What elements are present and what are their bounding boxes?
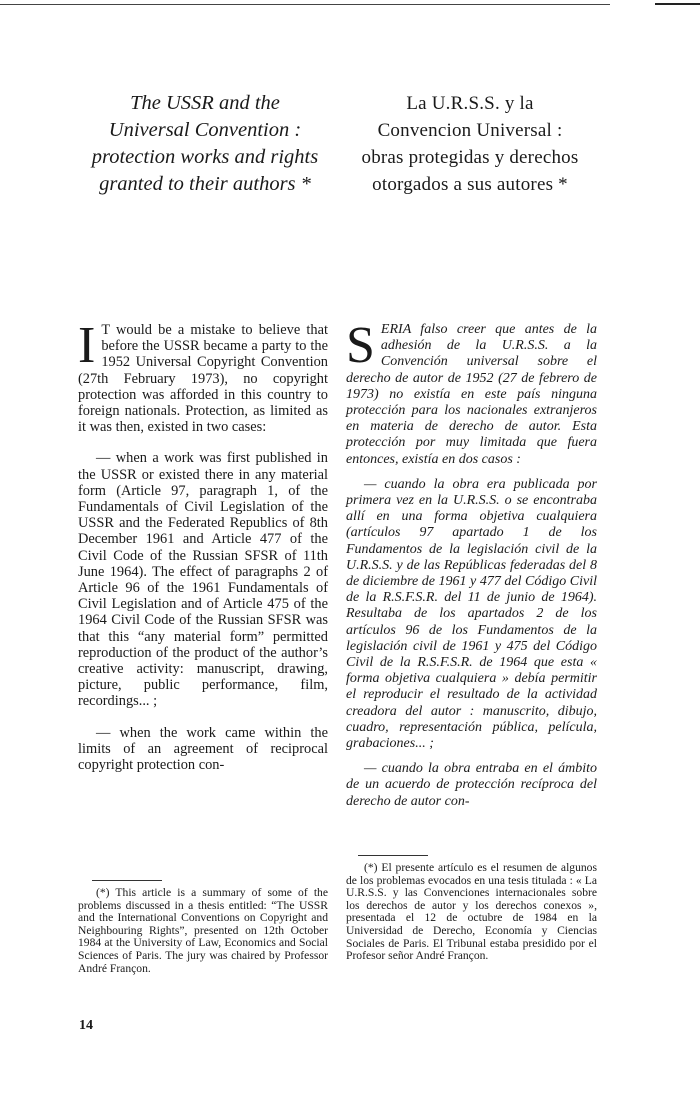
title-spanish: [350, 90, 590, 198]
drop-cap: S: [346, 317, 375, 374]
english-column: [78, 317, 328, 774]
english-paragraph-case-1: — when a work was first published in the USSR or existed there in any material form (Article 97, paragraph 1, of the Fundamentals of Civil Legislation of the USSR and the Federated Republics of 8th December 1961 and Article 477 of the Civil Code of the Russian SFSR of 11th June 1964). The effect of paragraphs 2 of Article 96 of the 1961 Fundamentals of Civil Legislation and of Article 475 of the 1964 Civil Code of the Russian SFSR was that this “any material form” permitted reproduction of the product of the author’s creative activity: manuscript, drawing, picture, public performance, film, recordings... ;: [78, 450, 328, 710]
spanish-paragraph-intro-text: ERIA falso creer que antes de la adhesión de la U.R.S.S. a la Convención universal sobre el derecho de autor de 1952 (27 de febrero de 1973) no existía en este país ninguna protección para los nacionales extranjeros en materia de derecho de autor. Esta protección por muy limitada que fuera entonces, existía en dos casos :: [346, 322, 597, 467]
title-spanish-line: Convencion Universal :: [377, 120, 563, 141]
spanish-paragraph-case-1: — cuando la obra era publicada por primera vez en la U.R.S.S. o se encontraba allí en una forma objetiva cualquiera (artículos 97 apartado 1 de los Fundamentos de la legislación civil de la U.R.S.S. y de las Repúblicas federadas del 8 de diciembre de 1961 y 477 del Código Civil de la R.S.F.S.R. del 11 de junio de 1964). Resultaba de los apartados 2 de los artículos 96 de los Fundamentos de la legislación civil de 1961 y 475 del Código Civil de la R.S.F.S.R. de 1964 que esta « forma objetiva cualquiera » debía permitir el reproducir el resultado de la actividad creadora del autor : manuscrito, dibujo, cuadro, representación pública, película, grabaciones... ;: [346, 476, 597, 752]
footnote-spanish-text: (*) El presente artículo es el resumen de algunos de los problemas evocados en una tesis titulada : « La U.R.S.S. y las Convenciones internacionales sobre los derechos de autor y los derechos conexos », presentada el 12 de octubre de 1984 en la Universidad de Derecho, Economía y Ciencias Sociales de Paris. El Tribunal estaba presidido por el Profesor señor André Françon.: [346, 861, 597, 963]
top-rule-mark: [655, 3, 700, 5]
english-paragraph-intro: [78, 317, 328, 436]
title-english-line: granted to their authors *: [99, 173, 311, 195]
footnote-rule: [358, 855, 428, 856]
page-number: 14: [79, 1018, 93, 1033]
footnote-spanish: [346, 855, 597, 963]
spanish-column: [346, 317, 597, 810]
title-english-line: Universal Convention :: [108, 119, 302, 141]
spanish-paragraph-intro: [346, 317, 597, 468]
english-paragraph-case-2: — when the work came within the limits of an agreement of reciprocal copyright protection con-: [78, 724, 328, 774]
drop-cap: I: [78, 317, 96, 374]
title-spanish-line: otorgados a sus autores *: [372, 174, 568, 195]
footnote-english: [78, 880, 328, 975]
footnote-rule: [92, 880, 162, 881]
english-paragraph-intro-text: T would be a mistake to believe that before the USSR became a party to the 1952 Universal Copyright Convention (27th February 1973), no copyright protection was afforded in this country to foreign nationals. Protection, as limited as it was then, existed in two cases:: [78, 322, 328, 436]
title-english-line: The USSR and the: [130, 92, 280, 114]
title-english: [70, 90, 340, 198]
title-spanish-line: La U.R.S.S. y la: [406, 93, 534, 114]
title-english-line: protection works and rights: [91, 146, 319, 168]
title-spanish-line: obras protegidas y derechos: [361, 147, 579, 168]
spanish-paragraph-case-2: — cuando la obra entraba en el ámbito de un acuerdo de protección recíproca del derecho de autor con-: [346, 761, 597, 809]
footnote-english-text: (*) This article is a summary of some of the problems discussed in a thesis entitled: “The USSR and the International Conventions on Copyright and Neighbouring Rights”, presented on 12th October 1984 at the University of Law, Economics and Social Sciences of Paris. The jury was chaired by Professor André Françon.: [78, 886, 328, 975]
top-rule: [0, 4, 610, 5]
